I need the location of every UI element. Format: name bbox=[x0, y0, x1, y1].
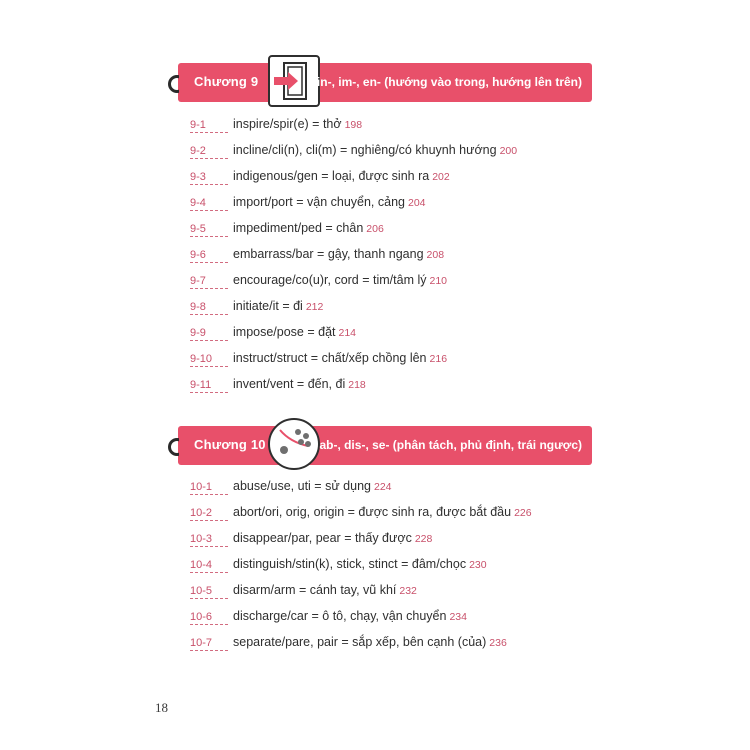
entry-page: 210 bbox=[429, 275, 448, 287]
entry-number: 9-6 bbox=[190, 249, 228, 263]
toc-entry[interactable] bbox=[190, 247, 444, 269]
chapter-title: Chương 10 bbox=[194, 437, 266, 452]
entry-page: 224 bbox=[373, 481, 392, 493]
entry-page: 212 bbox=[305, 301, 324, 313]
entry-page: 200 bbox=[499, 145, 518, 157]
entry-text: distinguish/stin(k), stick, stinct = đâm/chọc bbox=[233, 557, 467, 571]
entry-page: 198 bbox=[344, 119, 363, 131]
entry-number: 9-2 bbox=[190, 145, 228, 159]
toc-entry[interactable] bbox=[190, 531, 432, 553]
entry-page: 236 bbox=[489, 637, 507, 649]
entry-page: 232 bbox=[399, 585, 417, 597]
entry-number: 9-9 bbox=[190, 327, 228, 341]
chapter-title: Chương 9 bbox=[194, 74, 259, 89]
chapter-9-banner bbox=[168, 63, 592, 102]
entry-text: instruct/struct = chất/xếp chồng lên bbox=[233, 351, 427, 365]
entry-number: 10-4 bbox=[190, 559, 228, 573]
entry-number: 9-7 bbox=[190, 275, 228, 289]
entry-number: 10-1 bbox=[190, 481, 228, 495]
entry-number: 9-8 bbox=[190, 301, 228, 315]
toc-entry[interactable] bbox=[190, 195, 426, 217]
entry-text: separate/pare, pair = sắp xếp, bên cạnh (của) bbox=[233, 635, 487, 649]
entry-number: 9-4 bbox=[190, 197, 228, 211]
separation-dots-icon bbox=[268, 418, 320, 470]
toc-entry[interactable] bbox=[190, 557, 487, 579]
toc-entry[interactable] bbox=[190, 505, 532, 527]
entry-text: import/port = vận chuyển, cảng bbox=[233, 195, 405, 209]
entry-text: impediment/ped = chân bbox=[233, 221, 364, 235]
toc-entry[interactable] bbox=[190, 479, 392, 501]
entry-text: indigenous/gen = loại, được sinh ra bbox=[233, 169, 430, 183]
toc-entry[interactable] bbox=[190, 273, 447, 295]
toc-entry[interactable] bbox=[190, 143, 517, 165]
entry-text: disarm/arm = cánh tay, vũ khí bbox=[233, 583, 397, 597]
entry-number: 9-10 bbox=[190, 353, 228, 367]
entry-number: 10-3 bbox=[190, 533, 228, 547]
entry-page: 218 bbox=[348, 379, 366, 391]
chapter-subject: in-, im-, en- (hướng vào trong, hướng lên trên) bbox=[316, 75, 582, 89]
toc-entry[interactable] bbox=[190, 609, 467, 631]
entry-page: 228 bbox=[414, 533, 433, 545]
entry-number: 10-7 bbox=[190, 637, 228, 651]
entry-page: 216 bbox=[429, 353, 448, 365]
toc-entry[interactable] bbox=[190, 299, 323, 321]
toc-entry[interactable] bbox=[190, 635, 507, 657]
entry-text: abort/ori, orig, origin = được sinh ra, được bắt đầu bbox=[233, 505, 512, 519]
page-number: 18 bbox=[155, 700, 168, 715]
entry-page: 226 bbox=[514, 507, 532, 519]
chapter-subject: ab-, dis-, se- (phân tách, phủ định, trái ngược) bbox=[319, 438, 582, 452]
entry-number: 9-1 bbox=[190, 119, 228, 133]
toc-entry[interactable] bbox=[190, 169, 450, 191]
entry-page: 202 bbox=[432, 171, 450, 183]
toc-entry[interactable] bbox=[190, 583, 417, 605]
entry-number: 10-2 bbox=[190, 507, 228, 521]
toc-entry[interactable] bbox=[190, 377, 366, 399]
entry-text: disappear/par, pear = thấy được bbox=[233, 531, 412, 545]
toc-entry[interactable] bbox=[190, 221, 384, 243]
toc-entry[interactable] bbox=[190, 117, 362, 139]
entry-page: 204 bbox=[407, 197, 426, 209]
entry-text: embarrass/bar = gậy, thanh ngang bbox=[233, 247, 424, 261]
entry-text: discharge/car = ô tô, chạy, vận chuyển bbox=[233, 609, 447, 623]
entry-page: 206 bbox=[366, 223, 384, 235]
entry-number: 9-5 bbox=[190, 223, 228, 237]
toc-entry[interactable] bbox=[190, 351, 447, 373]
entry-text: incline/cli(n), cli(m) = nghiêng/có khuynh hướng bbox=[233, 143, 497, 157]
entry-number: 10-5 bbox=[190, 585, 228, 599]
entry-page: 208 bbox=[426, 249, 445, 261]
entry-number: 10-6 bbox=[190, 611, 228, 625]
chapter-10-banner bbox=[168, 426, 592, 465]
entry-page: 214 bbox=[338, 327, 357, 339]
entry-number: 9-11 bbox=[190, 379, 228, 393]
entry-text: encourage/co(u)r, cord = tim/tâm lý bbox=[233, 273, 427, 287]
entry-number: 9-3 bbox=[190, 171, 228, 185]
door-enter-icon bbox=[268, 55, 320, 107]
entry-page: 234 bbox=[449, 611, 467, 623]
entry-text: impose/pose = đặt bbox=[233, 325, 336, 339]
entry-text: invent/vent = đến, đi bbox=[233, 377, 346, 391]
toc-entry[interactable] bbox=[190, 325, 356, 347]
entry-text: abuse/use, uti = sử dụng bbox=[233, 479, 371, 493]
entry-text: inspire/spir(e) = thở bbox=[233, 117, 342, 131]
entry-text: initiate/it = đi bbox=[233, 299, 303, 313]
entry-page: 230 bbox=[469, 559, 487, 571]
